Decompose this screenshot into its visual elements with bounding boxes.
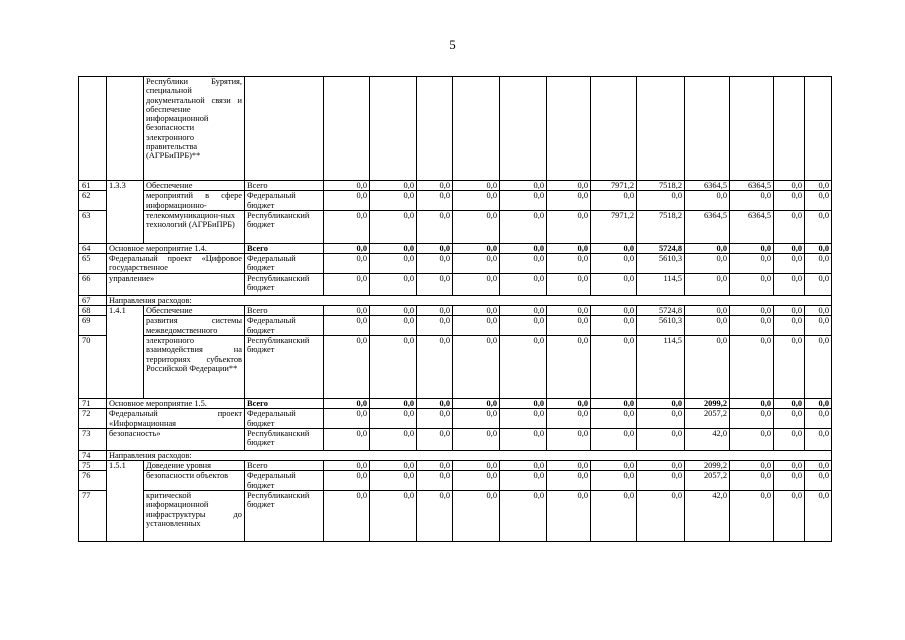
row-number-cell: 69: [79, 316, 107, 336]
table-row: [79, 191, 832, 211]
value-cell: 0,0: [637, 461, 685, 471]
value-cell: 0,0: [730, 471, 774, 491]
value-cell: 0,0: [637, 398, 685, 408]
value-cell: 0,0: [591, 316, 637, 336]
value-cell: 0,0: [500, 491, 547, 542]
value-cell: 0,0: [805, 210, 832, 243]
value-cell: 0,0: [730, 335, 774, 398]
value-cell: [591, 77, 637, 181]
value-cell: 0,0: [774, 471, 805, 491]
value-cell: 0,0: [417, 306, 453, 316]
name-cell: Обеспечение: [144, 306, 245, 316]
value-cell: 0,0: [730, 254, 774, 274]
funding-source-cell: Федеральный бюджет: [245, 471, 324, 491]
funding-source-cell: Всего: [245, 181, 324, 191]
value-cell: 0,0: [370, 191, 417, 211]
value-cell: 0,0: [730, 491, 774, 542]
value-cell: 0,0: [730, 428, 774, 450]
value-cell: 2057,2: [685, 409, 730, 429]
value-cell: 0,0: [324, 428, 370, 450]
value-cell: 0,0: [805, 191, 832, 211]
value-cell: [637, 77, 685, 181]
value-cell: 0,0: [417, 181, 453, 191]
row-number-cell: 76: [79, 471, 107, 491]
code-cell: 1.4.1: [107, 306, 144, 399]
value-cell: 0,0: [685, 243, 730, 253]
value-cell: 0,0: [370, 409, 417, 429]
value-cell: 0,0: [637, 428, 685, 450]
value-cell: 0,0: [370, 335, 417, 398]
table-row: [79, 254, 832, 274]
row-number-cell: 64: [79, 243, 107, 253]
value-cell: 0,0: [774, 181, 805, 191]
value-cell: 0,0: [685, 316, 730, 336]
value-cell: 0,0: [500, 461, 547, 471]
table-row: [79, 409, 832, 429]
value-cell: 0,0: [453, 398, 500, 408]
value-cell: 0,0: [805, 491, 832, 542]
value-cell: 42,0: [685, 428, 730, 450]
name-cell: Основное мероприятие 1.5.: [107, 398, 245, 408]
name-cell: Республики Бурятия, специальной документальной связи и обеспечение информационной безопасности электронного правительства (АГРБиПРБ)**: [144, 77, 245, 181]
value-cell: 7971,2: [591, 181, 637, 191]
value-cell: 0,0: [370, 471, 417, 491]
value-cell: 0,0: [500, 254, 547, 274]
value-cell: 0,0: [453, 428, 500, 450]
value-cell: 0,0: [685, 254, 730, 274]
name-cell: безопасности объектов: [144, 471, 245, 491]
value-cell: 0,0: [685, 191, 730, 211]
value-cell: 0,0: [370, 428, 417, 450]
name-cell: телекоммуникацион-ных технологий (АГРБиПРБ): [144, 210, 245, 243]
value-cell: 0,0: [774, 316, 805, 336]
value-cell: 0,0: [500, 335, 547, 398]
value-cell: 0,0: [547, 398, 591, 408]
value-cell: 0,0: [324, 316, 370, 336]
value-cell: 0,0: [417, 409, 453, 429]
value-cell: 6364,5: [730, 181, 774, 191]
value-cell: 0,0: [591, 191, 637, 211]
value-cell: 0,0: [417, 428, 453, 450]
value-cell: 0,0: [417, 316, 453, 336]
value-cell: 0,0: [547, 306, 591, 316]
row-number-cell: 73: [79, 428, 107, 450]
value-cell: 0,0: [805, 335, 832, 398]
row-number-cell: 74: [79, 450, 107, 460]
row-number-cell: 72: [79, 409, 107, 429]
table-row: [79, 491, 832, 542]
value-cell: [453, 77, 500, 181]
value-cell: 0,0: [370, 398, 417, 408]
value-cell: 0,0: [774, 243, 805, 253]
value-cell: [774, 77, 805, 181]
value-cell: 0,0: [547, 243, 591, 253]
value-cell: 0,0: [805, 306, 832, 316]
table-row: [79, 243, 832, 253]
value-cell: 0,0: [805, 316, 832, 336]
funding-source-cell: Федеральный бюджет: [245, 409, 324, 429]
value-cell: 0,0: [547, 428, 591, 450]
value-cell: 6364,5: [685, 210, 730, 243]
funding-source-cell: Республиканский бюджет: [245, 273, 324, 295]
value-cell: 0,0: [324, 254, 370, 274]
value-cell: 0,0: [774, 398, 805, 408]
value-cell: 0,0: [500, 191, 547, 211]
funding-source-cell: Федеральный бюджет: [245, 191, 324, 211]
value-cell: 0,0: [730, 191, 774, 211]
row-number-cell: 77: [79, 491, 107, 542]
row-number-cell: [79, 77, 107, 181]
code-cell: 1.5.1: [107, 461, 144, 542]
value-cell: 0,0: [591, 428, 637, 450]
value-cell: 0,0: [774, 273, 805, 295]
funding-source-cell: Республиканский бюджет: [245, 491, 324, 542]
name-cell: развития системы межведомственного: [144, 316, 245, 336]
value-cell: 0,0: [774, 461, 805, 471]
value-cell: 0,0: [500, 306, 547, 316]
funding-source-cell: Республиканский бюджет: [245, 335, 324, 398]
value-cell: 7971,2: [591, 210, 637, 243]
value-cell: 0,0: [324, 398, 370, 408]
value-cell: 0,0: [547, 409, 591, 429]
funding-source-cell: Всего: [245, 306, 324, 316]
page-number: 5: [449, 37, 456, 52]
value-cell: 0,0: [453, 273, 500, 295]
value-cell: 7518,2: [637, 210, 685, 243]
name-cell: Доведение уровня: [144, 461, 245, 471]
row-number-cell: 62: [79, 191, 107, 211]
value-cell: [417, 77, 453, 181]
row-number-cell: 63: [79, 210, 107, 243]
row-number-cell: 71: [79, 398, 107, 408]
value-cell: 0,0: [730, 306, 774, 316]
name-cell: Основное мероприятие 1.4.: [107, 243, 245, 253]
value-cell: 0,0: [453, 306, 500, 316]
value-cell: 0,0: [805, 428, 832, 450]
value-cell: 0,0: [453, 243, 500, 253]
value-cell: 0,0: [453, 409, 500, 429]
value-cell: 0,0: [417, 254, 453, 274]
value-cell: 0,0: [637, 471, 685, 491]
value-cell: 2057,2: [685, 471, 730, 491]
value-cell: 0,0: [500, 398, 547, 408]
table-row: [79, 273, 832, 295]
value-cell: 0,0: [591, 491, 637, 542]
value-cell: 0,0: [730, 398, 774, 408]
value-cell: 0,0: [500, 409, 547, 429]
value-cell: 0,0: [324, 471, 370, 491]
value-cell: 0,0: [453, 461, 500, 471]
row-number-cell: 70: [79, 335, 107, 398]
table-row: [79, 210, 832, 243]
value-cell: [685, 77, 730, 181]
value-cell: 0,0: [500, 273, 547, 295]
row-number-cell: 66: [79, 273, 107, 295]
row-number-cell: 65: [79, 254, 107, 274]
funding-source-cell: Федеральный бюджет: [245, 254, 324, 274]
value-cell: 0,0: [547, 471, 591, 491]
value-cell: 0,0: [730, 243, 774, 253]
value-cell: 0,0: [730, 273, 774, 295]
name-cell: критической информационной инфраструктуры до установленных: [144, 491, 245, 542]
value-cell: 0,0: [324, 181, 370, 191]
value-cell: 0,0: [370, 316, 417, 336]
name-cell: Обеспечение: [144, 181, 245, 191]
value-cell: 0,0: [591, 461, 637, 471]
value-cell: 0,0: [637, 491, 685, 542]
value-cell: 0,0: [500, 471, 547, 491]
value-cell: 114,5: [637, 273, 685, 295]
table-row: [79, 295, 832, 305]
table-row: [79, 77, 832, 181]
value-cell: 0,0: [500, 210, 547, 243]
value-cell: 0,0: [591, 306, 637, 316]
value-cell: 0,0: [591, 273, 637, 295]
value-cell: 114,5: [637, 335, 685, 398]
value-cell: 0,0: [591, 254, 637, 274]
value-cell: 0,0: [453, 254, 500, 274]
name-cell: Федеральный проект «Информационная: [107, 409, 245, 429]
section-heading-cell: Направления расходов:: [107, 450, 832, 460]
value-cell: 0,0: [500, 316, 547, 336]
value-cell: 42,0: [685, 491, 730, 542]
value-cell: 0,0: [370, 254, 417, 274]
value-cell: 0,0: [324, 491, 370, 542]
value-cell: [805, 77, 832, 181]
value-cell: 0,0: [774, 335, 805, 398]
code-cell: 1.3.3: [107, 181, 144, 244]
value-cell: 5724,8: [637, 243, 685, 253]
value-cell: 0,0: [417, 461, 453, 471]
value-cell: 6364,5: [685, 181, 730, 191]
value-cell: 0,0: [417, 398, 453, 408]
value-cell: 0,0: [453, 316, 500, 336]
value-cell: 0,0: [730, 409, 774, 429]
value-cell: 0,0: [685, 306, 730, 316]
value-cell: 5610,3: [637, 254, 685, 274]
value-cell: 0,0: [774, 254, 805, 274]
value-cell: 0,0: [591, 335, 637, 398]
row-number-cell: 75: [79, 461, 107, 471]
value-cell: 0,0: [500, 243, 547, 253]
table-row: [79, 471, 832, 491]
value-cell: 0,0: [453, 471, 500, 491]
value-cell: 0,0: [591, 471, 637, 491]
budget-table: [78, 76, 832, 542]
value-cell: 0,0: [453, 181, 500, 191]
value-cell: [500, 77, 547, 181]
value-cell: 0,0: [324, 306, 370, 316]
value-cell: 0,0: [453, 210, 500, 243]
value-cell: 0,0: [417, 335, 453, 398]
funding-source-cell: Федеральный бюджет: [245, 316, 324, 336]
value-cell: 0,0: [805, 461, 832, 471]
name-cell: управление»: [107, 273, 245, 295]
value-cell: 7518,2: [637, 181, 685, 191]
name-cell: безопасность»: [107, 428, 245, 450]
name-cell: мероприятий в сфере информационно-: [144, 191, 245, 211]
value-cell: 0,0: [324, 210, 370, 243]
value-cell: 0,0: [774, 191, 805, 211]
value-cell: 0,0: [685, 273, 730, 295]
table-row: [79, 428, 832, 450]
value-cell: 0,0: [547, 273, 591, 295]
value-cell: 0,0: [637, 409, 685, 429]
value-cell: 0,0: [730, 461, 774, 471]
value-cell: 0,0: [774, 306, 805, 316]
table-row: [79, 316, 832, 336]
row-number-cell: 67: [79, 295, 107, 305]
value-cell: 0,0: [370, 306, 417, 316]
row-number-cell: 68: [79, 306, 107, 316]
value-cell: 0,0: [324, 461, 370, 471]
value-cell: 0,0: [774, 210, 805, 243]
value-cell: 0,0: [453, 191, 500, 211]
value-cell: 0,0: [591, 398, 637, 408]
value-cell: 2099,2: [685, 398, 730, 408]
value-cell: 0,0: [417, 210, 453, 243]
value-cell: 0,0: [370, 461, 417, 471]
value-cell: 0,0: [591, 409, 637, 429]
value-cell: 0,0: [637, 191, 685, 211]
value-cell: 5724,8: [637, 306, 685, 316]
value-cell: [370, 77, 417, 181]
value-cell: 5610,3: [637, 316, 685, 336]
value-cell: 0,0: [324, 409, 370, 429]
value-cell: 0,0: [591, 243, 637, 253]
value-cell: 0,0: [730, 316, 774, 336]
value-cell: 2099,2: [685, 461, 730, 471]
funding-source-cell: Всего: [245, 243, 324, 253]
value-cell: 0,0: [805, 254, 832, 274]
value-cell: 0,0: [417, 243, 453, 253]
value-cell: 0,0: [370, 210, 417, 243]
value-cell: 0,0: [805, 273, 832, 295]
value-cell: 0,0: [324, 243, 370, 253]
value-cell: 0,0: [370, 491, 417, 542]
value-cell: 0,0: [324, 191, 370, 211]
value-cell: 0,0: [547, 316, 591, 336]
table-row: [79, 398, 832, 408]
value-cell: 0,0: [417, 273, 453, 295]
funding-source-cell: [245, 77, 324, 181]
name-cell: электронного взаимодействия на территориях субъектов Российской Федерации**: [144, 335, 245, 398]
value-cell: 6364,5: [730, 210, 774, 243]
value-cell: [730, 77, 774, 181]
value-cell: 0,0: [805, 398, 832, 408]
value-cell: 0,0: [774, 409, 805, 429]
value-cell: 0,0: [547, 491, 591, 542]
value-cell: 0,0: [453, 491, 500, 542]
value-cell: 0,0: [324, 335, 370, 398]
value-cell: [547, 77, 591, 181]
value-cell: 0,0: [547, 461, 591, 471]
value-cell: 0,0: [547, 191, 591, 211]
funding-source-cell: Республиканский бюджет: [245, 428, 324, 450]
value-cell: [324, 77, 370, 181]
funding-source-cell: Всего: [245, 398, 324, 408]
table-row: [79, 181, 832, 191]
value-cell: 0,0: [370, 181, 417, 191]
value-cell: 0,0: [547, 335, 591, 398]
value-cell: 0,0: [370, 273, 417, 295]
funding-source-cell: Республиканский бюджет: [245, 210, 324, 243]
value-cell: 0,0: [685, 335, 730, 398]
value-cell: 0,0: [805, 409, 832, 429]
value-cell: 0,0: [500, 428, 547, 450]
table-row: [79, 306, 832, 316]
table-row: [79, 461, 832, 471]
value-cell: 0,0: [453, 335, 500, 398]
value-cell: 0,0: [774, 491, 805, 542]
value-cell: 0,0: [805, 181, 832, 191]
value-cell: 0,0: [417, 491, 453, 542]
value-cell: 0,0: [547, 254, 591, 274]
value-cell: 0,0: [417, 191, 453, 211]
section-heading-cell: Направления расходов:: [107, 295, 832, 305]
value-cell: 0,0: [805, 471, 832, 491]
value-cell: 0,0: [324, 273, 370, 295]
value-cell: 0,0: [500, 181, 547, 191]
code-cell: [107, 77, 144, 181]
value-cell: 0,0: [370, 243, 417, 253]
table-row: [79, 335, 832, 398]
row-number-cell: 61: [79, 181, 107, 191]
value-cell: 0,0: [805, 243, 832, 253]
name-cell: Федеральный проект «Цифровое государственное: [107, 254, 245, 274]
table-row: [79, 450, 832, 460]
value-cell: 0,0: [417, 471, 453, 491]
value-cell: 0,0: [774, 428, 805, 450]
value-cell: 0,0: [547, 181, 591, 191]
value-cell: 0,0: [547, 210, 591, 243]
funding-source-cell: Всего: [245, 461, 324, 471]
